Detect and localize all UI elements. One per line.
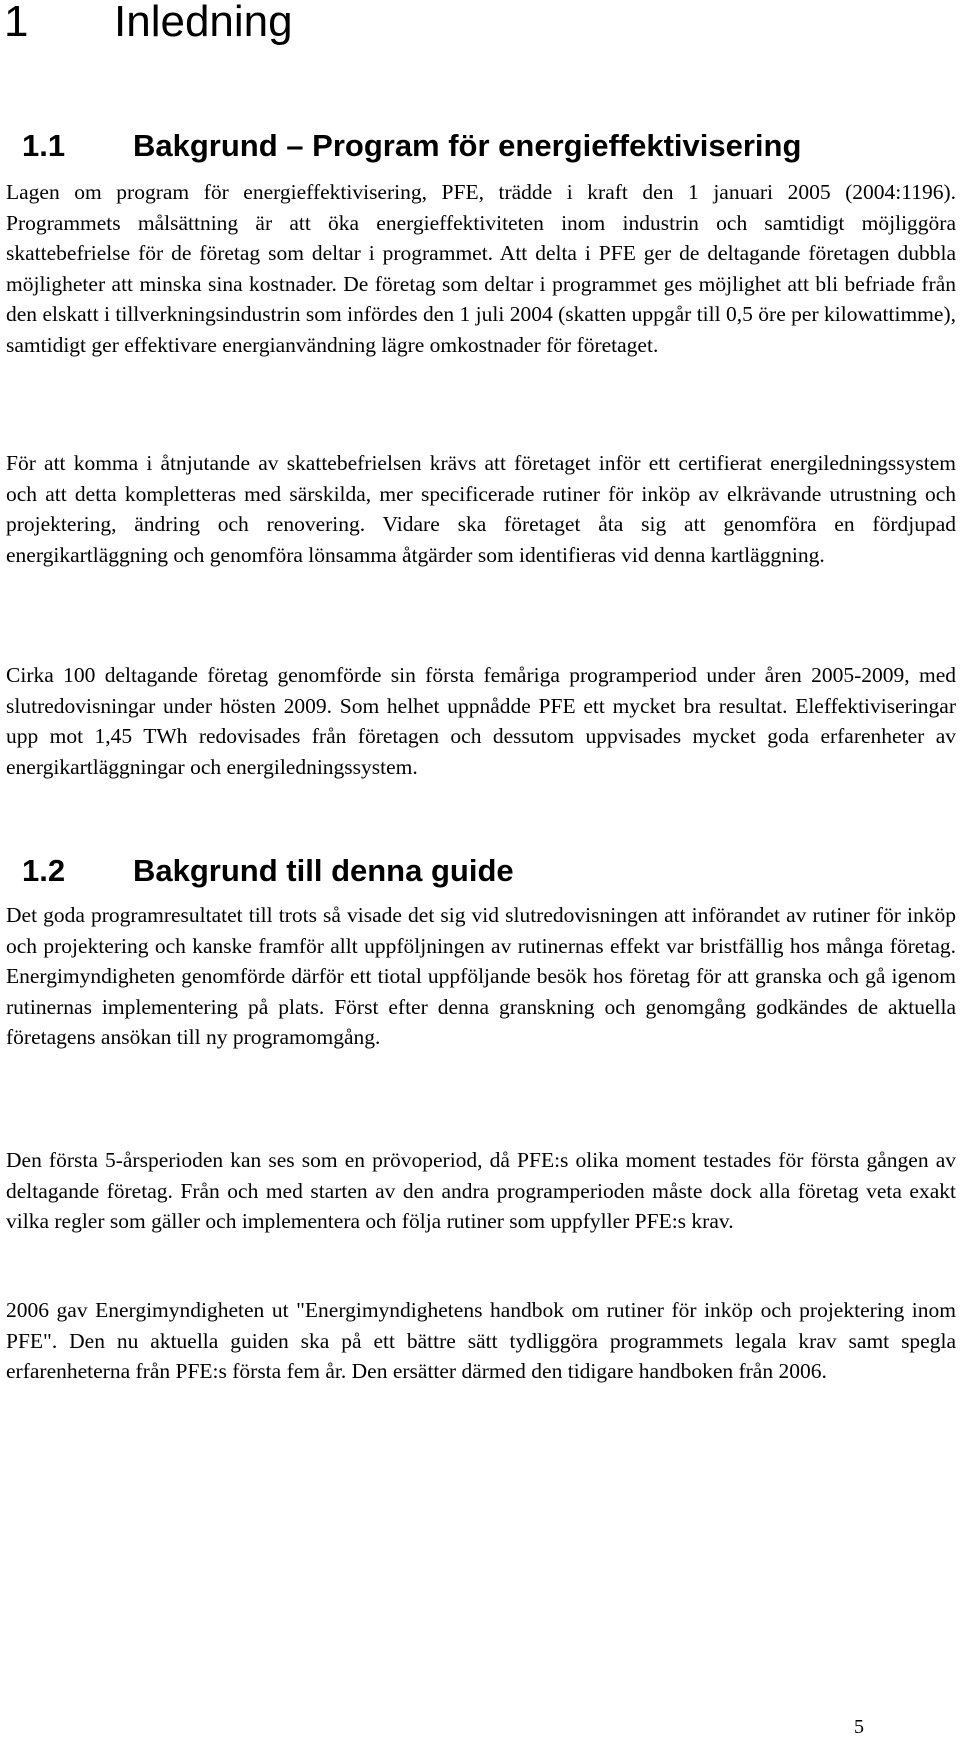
paragraph: För att komma i åtnjutande av skattebefrielsen krävs att företaget inför ett certifierat energiledningssystem och att detta kompletteras med särskilda, mer specificerade rutiner för inköp av elkrävande utrustning och projektering, ändring och renovering. Vidare ska företaget åta sig att genomföra en fördjupad energikartläggning och genomföra lönsamma åtgärder som identifieras vid denna kartläggning. bbox=[6, 451, 956, 567]
chapter-number: 1 bbox=[4, 0, 29, 46]
section-number: 1.1 bbox=[22, 128, 66, 163]
paragraph: 2006 gav Energimyndigheten ut "Energimyndighetens handbok om rutiner för inköp och projektering inom PFE". Den nu aktuella guiden ska på ett bättre sätt tydliggöra programmets legala krav samt spegla erfarenheterna från PFE:s första fem år. Den ersätter därmed den tidigare handboken från 2006. bbox=[6, 1298, 956, 1384]
section-title: Bakgrund – Program för energieffektivisering bbox=[133, 128, 802, 163]
paragraph: Den första 5-årsperioden kan ses som en prövoperiod, då PFE:s olika moment testades för första gången av deltagande företag. Från och med starten av den andra programperioden måste dock alla företag veta exakt vilka regler som gäller och implementera och följa rutiner som uppfyller PFE:s krav. bbox=[6, 1148, 956, 1234]
section-number: 1.2 bbox=[22, 853, 66, 888]
chapter-title: Inledning bbox=[114, 0, 293, 46]
section-title: Bakgrund till denna guide bbox=[133, 853, 514, 888]
paragraph: Cirka 100 deltagande företag genomförde sin första femåriga programperiod under åren 2005-2009, med slutredovisningar under hösten 2009. Som helhet uppnådde PFE ett mycket bra resultat. Eleffektiviseringar upp mot 1,45 TWh redovisades från företagen och dessutom uppvisades mycket goda erfarenheter av energikartläggningar och energiledningssystem. bbox=[6, 663, 956, 779]
page-number: 5 bbox=[854, 1716, 864, 1738]
paragraph: Det goda programresultatet till trots så visade det sig vid slutredovisningen att införandet av rutiner för inköp och projektering och kanske framför allt uppföljningen av rutinernas effekt var bristfällig hos många företag. Energimyndigheten genomförde därför ett tiotal uppföljande besök hos företag för att granska och gå igenom rutinernas implementering på plats. Först efter denna granskning och genomgång godkändes de aktuella företagens ansökan till ny programomgång. bbox=[6, 903, 956, 1050]
paragraph: Lagen om program för energieffektivisering, PFE, trädde i kraft den 1 januari 2005 (2004:1196). Programmets målsättning är att öka energieffektiviteten inom industrin och samtidigt möjliggöra skattebefrielse för de företag som deltar i programmet. Att delta i PFE ger de deltagande företagen dubbla möjligheter att minska sina kostnader. De företag som deltar i programmet ges möjlighet att bli befriade från den elskatt i tillverkningsindustrin som infördes den 1 juli 2004 (skatten uppgår till 0,5 öre per kilowattimme), samtidigt ger effektivare energianvändning lägre omkostnader för företaget. bbox=[6, 180, 956, 357]
